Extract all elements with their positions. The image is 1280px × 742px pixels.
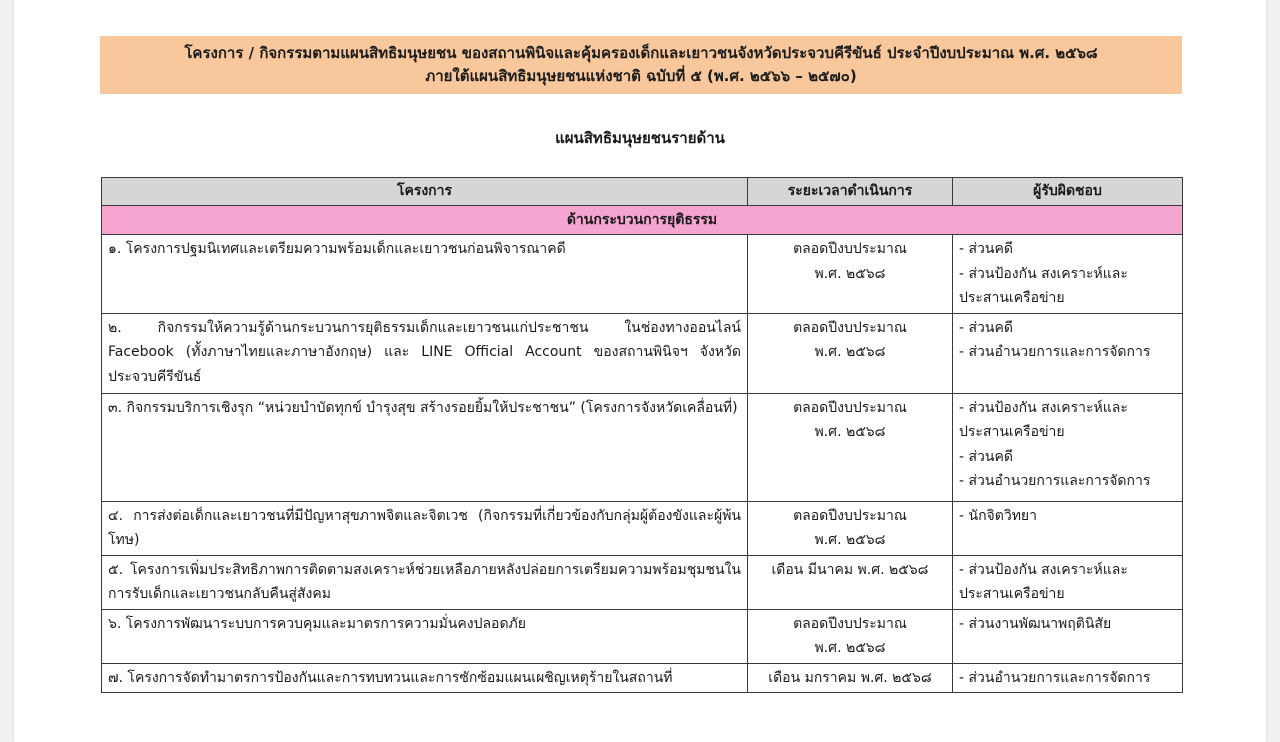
responsible-line: ประสานเครือข่าย: [959, 586, 1065, 602]
project-cell: ๗. โครงการจัดทำมาตรการป้องกันและการทบทวนและการซักซ้อมแผนเผชิญเหตุร้ายในสถานที่: [102, 663, 748, 693]
project-cell: ๓. กิจกรรมบริการเชิงรุก “หน่วยบำบัดทุกข์ บำรุงสุข สร้างรอยยิ้มให้ประชาชน” (โครงการจังหวัดเคลื่อนที่): [102, 393, 748, 501]
responsible-line: - ส่วนงานพัฒนาพฤตินิสัย: [959, 615, 1112, 632]
banner-title-line-2: ภายใต้แผนสิทธิมนุษยชนแห่งชาติ ฉบับที่ ๕ (พ.ศ. ๒๕๖๖ – ๒๕๗๐): [425, 67, 857, 85]
period-line: ตลอดปีงบประมาณ: [793, 241, 907, 257]
project-cell: ๒. กิจกรรมให้ความรู้ด้านกระบวนการยุติธรรมเด็กและเยาวชนแก่ประชาชน ในช่องทางออนไลน์ Facebook (ทั้งภาษาไทยและภาษาอังกฤษ) และ LINE Official Account ของสถานพินิจฯ จังหวัดประจวบคีรีขันธ์: [102, 313, 748, 393]
period-line: ตลอดปีงบประมาณ: [793, 399, 907, 416]
period-line: พ.ศ. ๒๕๖๘: [814, 344, 886, 360]
period-line: เดือน มีนาคม พ.ศ. ๒๕๖๘: [771, 561, 929, 578]
period-cell: [748, 501, 953, 555]
section-row: [102, 205, 1183, 235]
table-row: [102, 663, 1183, 693]
table-header-row: [102, 178, 1183, 206]
section-title: ด้านกระบวนการยุติธรรม: [102, 205, 1183, 235]
period-line: พ.ศ. ๒๕๖๘: [814, 640, 886, 656]
table-row: [102, 393, 1183, 501]
period-line: พ.ศ. ๒๕๖๘: [814, 424, 886, 440]
responsible-line: - ส่วนป้องกัน สงเคราะห์และ: [959, 265, 1128, 282]
period-line: ตลอดปีงบประมาณ: [793, 615, 907, 632]
document-subtitle: แผนสิทธิมนุษยชนรายด้าน: [555, 129, 725, 147]
document-banner: [100, 36, 1182, 94]
period-cell: [748, 609, 953, 663]
responsible-line: - ส่วนอำนวยการและการจัดการ: [959, 344, 1151, 360]
period-cell: [748, 393, 953, 501]
responsible-cell: [953, 313, 1183, 393]
header-period: ระยะเวลาดำเนินการ: [748, 178, 953, 206]
responsible-line: - ส่วนคดี: [959, 319, 1013, 336]
period-cell: [748, 313, 953, 393]
responsible-line: - ส่วนป้องกัน สงเคราะห์และ: [959, 561, 1128, 578]
responsible-cell: [953, 555, 1183, 609]
project-cell: ๑. โครงการปฐมนิเทศและเตรียมความพร้อมเด็กและเยาวชนก่อนพิจารณาคดี: [102, 235, 748, 314]
banner-title-line-1: โครงการ / กิจกรรมตามแผนสิทธิมนุษยชน ของสถานพินิจและคุ้มครองเด็กและเยาวชนจังหวัดประจวบคีรีขันธ์ ประจำปีงบประมาณ พ.ศ. ๒๕๖๘: [184, 44, 1098, 62]
responsible-line: ประสานเครือข่าย: [959, 290, 1065, 306]
responsible-line: - ส่วนคดี: [959, 241, 1013, 257]
responsible-cell: [953, 393, 1183, 501]
period-line: เดือน มกราคม พ.ศ. ๒๕๖๘: [768, 669, 932, 686]
responsible-cell: [953, 235, 1183, 314]
table-row: [102, 235, 1183, 314]
period-line: ตลอดปีงบประมาณ: [793, 319, 907, 336]
header-responsible: ผู้รับผิดชอบ: [953, 178, 1183, 206]
table-row: [102, 555, 1183, 609]
responsible-line: - ส่วนอำนวยการและการจัดการ: [959, 669, 1151, 686]
plan-table: [101, 177, 1183, 693]
responsible-line: - ส่วนอำนวยการและการจัดการ: [959, 473, 1151, 489]
table-row: [102, 313, 1183, 393]
document-page: [14, 0, 1266, 742]
period-line: พ.ศ. ๒๕๖๘: [814, 532, 886, 548]
responsible-line: ประสานเครือข่าย: [959, 424, 1065, 440]
period-cell: [748, 663, 953, 693]
responsible-cell: [953, 501, 1183, 555]
responsible-line: - นักจิตวิทยา: [959, 507, 1037, 524]
responsible-line: - ส่วนคดี: [959, 448, 1013, 465]
project-cell: ๕. โครงการเพิ่มประสิทธิภาพการติดตามสงเคราะห์ช่วยเหลือภายหลังปล่อยการเตรียมความพร้อมชุมชนในการรับเด็กและเยาวชนกลับคืนสู่สังคม: [102, 555, 748, 609]
header-project: โครงการ: [102, 178, 748, 206]
project-cell: ๔. การส่งต่อเด็กและเยาวชนที่มีปัญหาสุขภาพจิตและจิตเวช (กิจกรรมที่เกี่ยวข้องกับกลุ่มผู้ต้องขังและผู้พ้นโทษ): [102, 501, 748, 555]
table-row: [102, 609, 1183, 663]
period-line: พ.ศ. ๒๕๖๘: [814, 265, 886, 282]
table-body: [102, 205, 1183, 693]
period-cell: [748, 555, 953, 609]
responsible-cell: [953, 663, 1183, 693]
period-line: ตลอดปีงบประมาณ: [793, 507, 907, 524]
project-cell: ๖. โครงการพัฒนาระบบการควบคุมและมาตรการความมั่นคงปลอดภัย: [102, 609, 748, 663]
period-cell: [748, 235, 953, 314]
responsible-line: - ส่วนป้องกัน สงเคราะห์และ: [959, 399, 1128, 416]
table-row: [102, 501, 1183, 555]
responsible-cell: [953, 609, 1183, 663]
